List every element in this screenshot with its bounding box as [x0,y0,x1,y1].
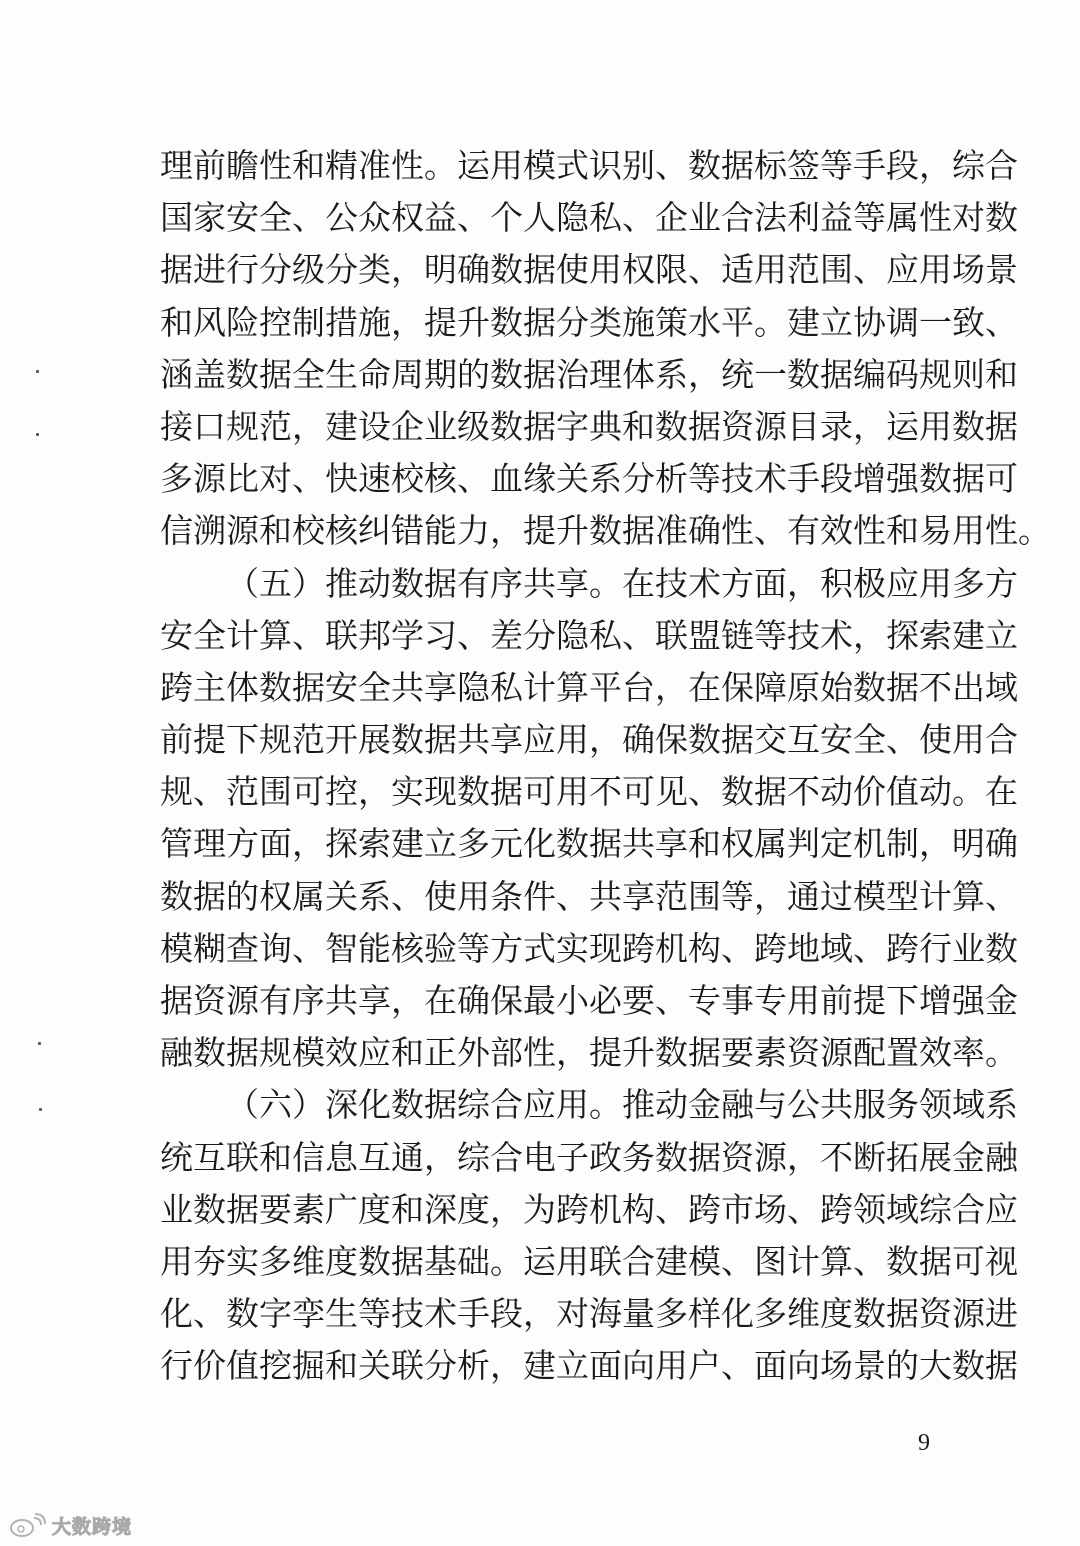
text-line: 涵盖数据全生命周期的数据治理体系，统一数据编码规则和 [160,354,1018,394]
watermark [8,1510,132,1540]
page-number: 9 [918,1430,930,1456]
text-line: 和风险控制措施，提升数据分类施策水平。建立协调一致、 [160,302,1018,342]
weibo-logo-icon [8,1512,48,1538]
text-line: 信溯源和校核纠错能力，提升数据准确性、有效性和易用性。 [160,511,1051,551]
text-line: 接口规范，建设企业级数据字典和数据资源目录，运用数据 [160,406,1018,446]
watermark-text: 大数跨境 [52,1515,133,1538]
text-line: 行价值挖掘和关联分析，建立面向用户、面向场景的大数据 [160,1346,1018,1386]
section-heading-line: （五）推动数据有序共享。在技术方面，积极应用多方 [226,563,1018,603]
text-line: 化、数字孪生等技术手段，对海量多样化多维度数据资源进 [160,1294,1018,1334]
text-line: 跨主体数据安全共享隐私计算平台，在保障原始数据不出域 [160,667,1018,707]
text-line: 用夯实多维度数据基础。运用联合建模、图计算、数据可视 [160,1241,1018,1281]
scan-speck [38,1042,41,1045]
text-line: 安全计算、联邦学习、差分隐私、联盟链等技术，探索建立 [160,615,1018,655]
text-line: 据资源有序共享，在确保最小必要、专事专用前提下增强金 [160,981,1018,1020]
document-body [160,140,1051,1393]
text-line: 规、范围可控，实现数据可用不可见、数据不动价值动。在 [160,772,1018,812]
text-line: 模糊查询、智能核验等方式实现跨机构、跨地域、跨行业数 [160,928,1018,968]
text-line: 理前瞻性和精准性。运用模式识别、数据标签等手段，综合 [160,146,1018,185]
scan-speck [39,1108,42,1111]
text-line: 管理方面，探索建立多元化数据共享和权属判定机制，明确 [160,824,1018,864]
section-heading-line: （六）深化数据综合应用。推动金融与公共服务领域系 [226,1085,1018,1125]
text-line: 数据的权属关系、使用条件、共享范围等，通过模型计算、 [160,876,1018,916]
text-line: 业数据要素广度和深度，为跨机构、跨市场、跨领域综合应 [160,1189,1018,1229]
scan-speck [36,433,39,436]
scan-speck [36,370,39,373]
text-line: 统互联和信息互通，综合电子政务数据资源，不断拓展金融 [160,1137,1018,1177]
text-line: 前提下规范开展数据共享应用，确保数据交互安全、使用合 [160,720,1018,760]
text-line: 多源比对、快速校核、血缘关系分析等技术手段增强数据可 [160,459,1018,499]
text-line: 国家安全、公众权益、个人隐私、企业合法利益等属性对数 [160,198,1018,238]
text-line: 据进行分级分类，明确数据使用权限、适用范围、应用场景 [160,250,1018,290]
text-line: 融数据规模效应和正外部性，提升数据要素资源配置效率。 [160,1033,1018,1073]
